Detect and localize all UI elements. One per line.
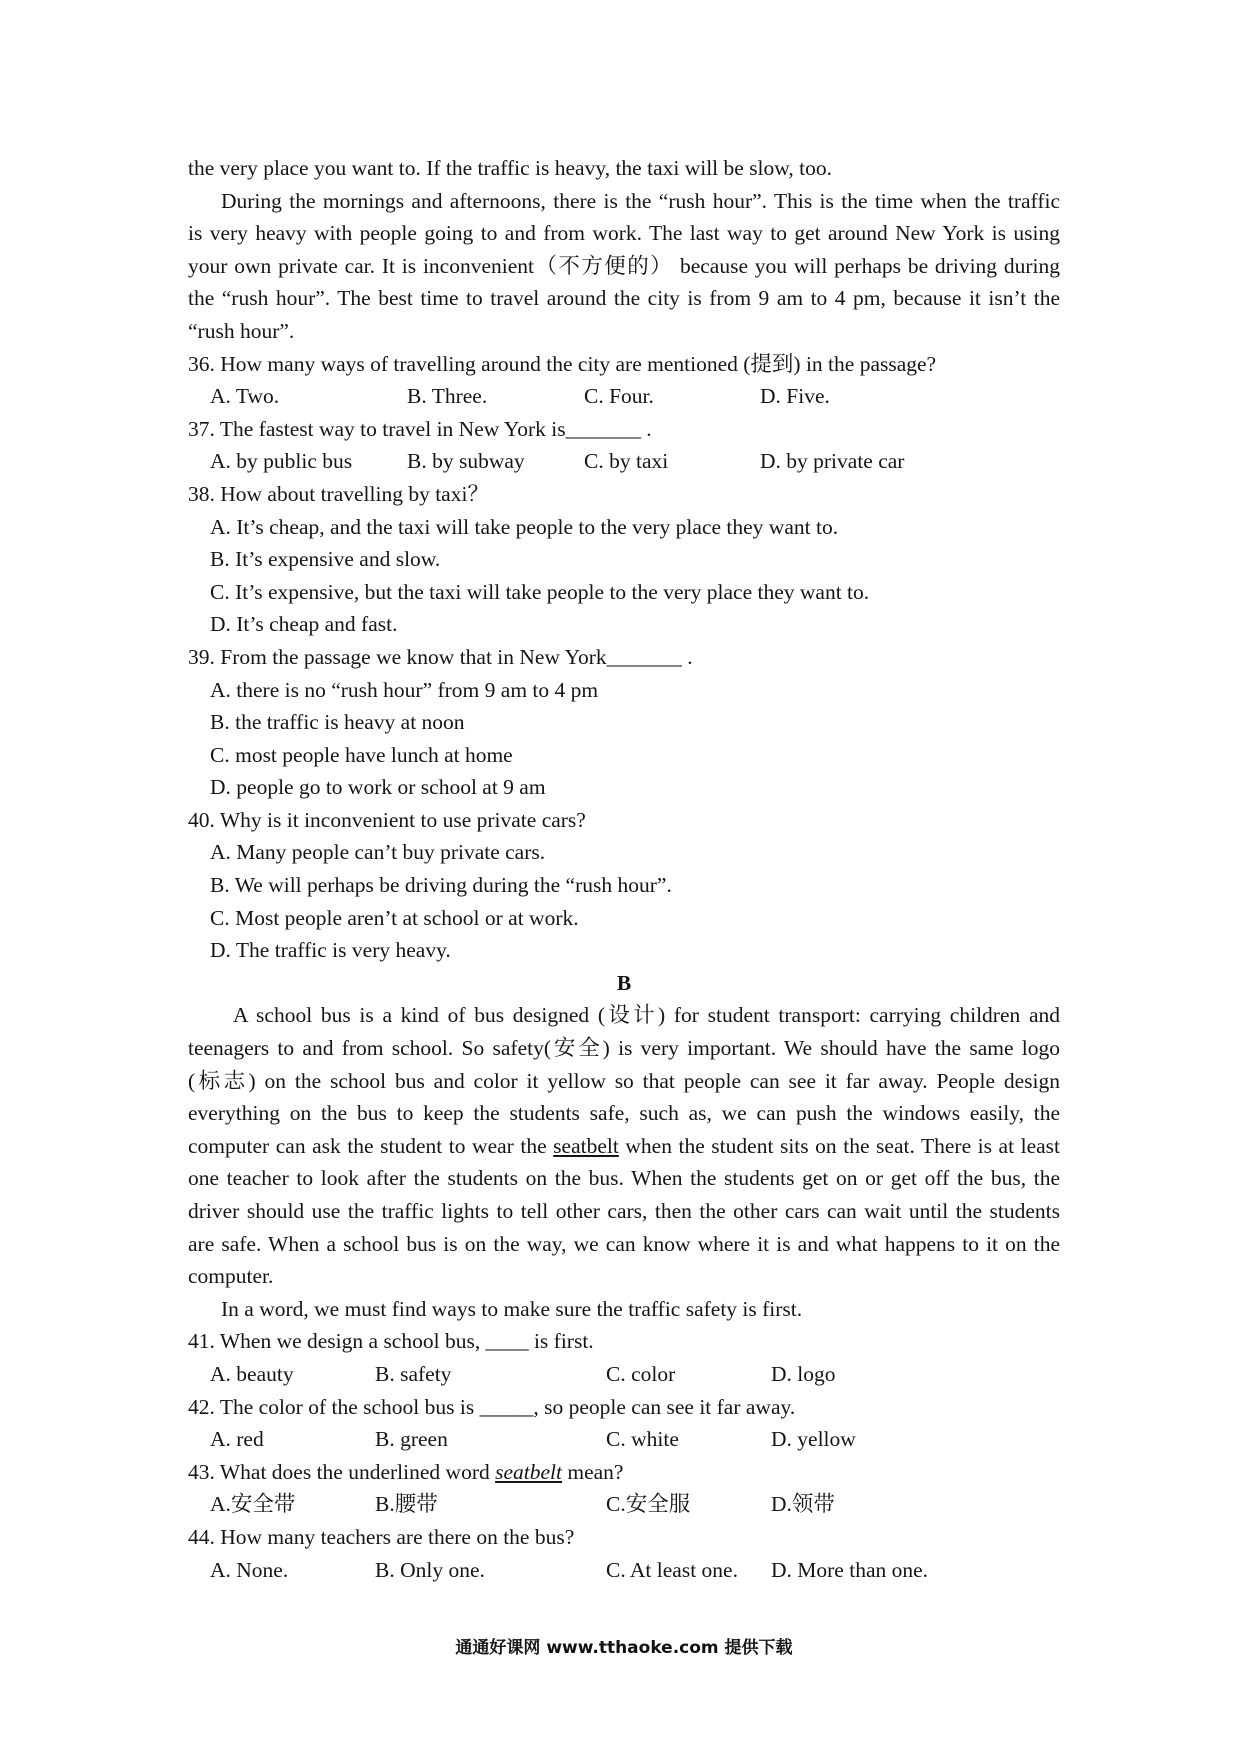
option: B. green	[375, 1427, 448, 1452]
option: C. At least one.	[606, 1557, 738, 1582]
option: C. color	[606, 1361, 676, 1386]
exam-page-content	[188, 152, 1060, 1586]
passage-line: is very heavy with people going to and from work. The last way to get around New York is using	[188, 221, 1060, 246]
option: D. people go to work or school at 9 am	[210, 775, 546, 800]
passage-line: (标志) on the school bus and color it yellow so that people can see it far away. People design	[188, 1068, 1060, 1093]
passage-line: one teacher to look after the students on the bus. When the students get on or get off the bus, the	[188, 1166, 1060, 1191]
option: A.安全带	[210, 1492, 296, 1517]
underlined-word: seatbelt	[553, 1133, 619, 1158]
option: D. It’s cheap and fast.	[210, 612, 398, 637]
option: A. Two.	[210, 384, 280, 409]
passage-line: are safe. When a school bus is on the way, we can know where it is and what happens to it on the	[188, 1231, 1060, 1256]
question-stem: 39. From the passage we know that in New York_______ .	[188, 644, 693, 669]
question-stem: 40. Why is it inconvenient to use private cars?	[188, 807, 586, 832]
option: B. It’s expensive and slow.	[210, 547, 441, 572]
option: D. yellow	[771, 1427, 856, 1452]
option: B. Three.	[407, 384, 488, 409]
option: D.领带	[771, 1492, 835, 1517]
underlined-word: seatbelt	[495, 1459, 562, 1484]
passage-line: teenagers to and from school. So safety(安全) is very important. We should have the same logo	[188, 1036, 1060, 1061]
option: B.腰带	[375, 1492, 438, 1517]
option: B. Only one.	[375, 1557, 485, 1582]
option: C. It’s expensive, but the taxi will take people to the very place they want to.	[210, 579, 870, 604]
passage-line: A school bus is a kind of bus designed (设计) for student transport: carrying children and	[233, 1003, 1060, 1028]
passage-line	[188, 1130, 1060, 1163]
option: A. by public bus	[210, 449, 353, 474]
options-row	[188, 1488, 1060, 1521]
option: A. there is no “rush hour” from 9 am to 4 pm	[210, 677, 599, 702]
option: A. None.	[210, 1557, 289, 1582]
question-stem: 42. The color of the school bus is _____, so people can see it far away.	[188, 1394, 796, 1419]
option: D. logo	[771, 1361, 836, 1386]
passage-line: your own private car. It is inconvenient（不方便的） because you will perhaps be driving during	[188, 253, 1060, 278]
question-text: 43. What does the underlined word	[188, 1459, 496, 1484]
passage-line: driver should use the traffic lights to tell other cars, then the other cars can wait until the students	[188, 1199, 1060, 1223]
options-row	[188, 1423, 1060, 1456]
footer-text: 通通好课网 www.tthaoke.com 提供下载	[455, 1638, 793, 1658]
passage-line: computer.	[188, 1264, 274, 1289]
options-row	[188, 380, 1060, 413]
option: D. The traffic is very heavy.	[210, 938, 451, 963]
passage-text: when the student sits on the seat. There is at least	[618, 1133, 1060, 1158]
option: C. Four.	[584, 384, 654, 409]
options-row	[188, 445, 1060, 478]
question-stem	[188, 1456, 1060, 1489]
option: A. beauty	[210, 1361, 294, 1386]
question-stem: 38. How about travelling by taxi？	[188, 481, 489, 506]
question-stem: 36. How many ways of travelling around the city are mentioned (提到) in the passage?	[188, 351, 937, 376]
section-heading: B	[616, 970, 632, 995]
passage-line: “rush hour”.	[188, 318, 295, 343]
passage-line: the very place you want to. If the traffic is heavy, the taxi will be slow, too.	[188, 156, 833, 180]
option: B. safety	[375, 1361, 452, 1386]
option: B. the traffic is heavy at noon	[210, 710, 465, 735]
option: C. Most people aren’t at school or at work.	[210, 905, 579, 930]
option: B. We will perhaps be driving during the “rush hour”.	[210, 873, 672, 898]
option: D. by private car	[760, 449, 905, 474]
option: C. white	[606, 1427, 679, 1452]
option: C.安全服	[606, 1492, 691, 1517]
question-text: mean?	[561, 1459, 624, 1484]
option: A. red	[210, 1427, 264, 1452]
options-row	[188, 1554, 1060, 1587]
passage-line: In a word, we must find ways to make sure the traffic safety is first.	[221, 1296, 803, 1321]
option: B. by subway	[407, 449, 525, 474]
option: D. Five.	[760, 384, 830, 409]
passage-text: computer can ask the student to wear the	[188, 1133, 554, 1158]
question-stem: 44. How many teachers are there on the bus?	[188, 1524, 575, 1549]
option: C. most people have lunch at home	[210, 742, 513, 767]
option: C. by taxi	[584, 449, 669, 474]
passage-line: everything on the bus to keep the students safe, such as, we can push the windows easily, the	[188, 1101, 1060, 1126]
question-stem: 41. When we design a school bus, ____ is first.	[188, 1329, 594, 1354]
passage-line: the “rush hour”. The best time to travel around the city is from 9 am to 4 pm, because it isn’t the	[188, 286, 1060, 311]
option: D. More than one.	[771, 1557, 929, 1582]
options-row	[188, 1358, 1060, 1391]
option: A. Many people can’t buy private cars.	[210, 840, 546, 865]
option: A. It’s cheap, and the taxi will take people to the very place they want to.	[210, 514, 839, 539]
question-stem: 37. The fastest way to travel in New York is_______ .	[188, 416, 652, 441]
passage-line: During the mornings and afternoons, there is the “rush hour”. This is the time when the traffic	[221, 188, 1060, 213]
